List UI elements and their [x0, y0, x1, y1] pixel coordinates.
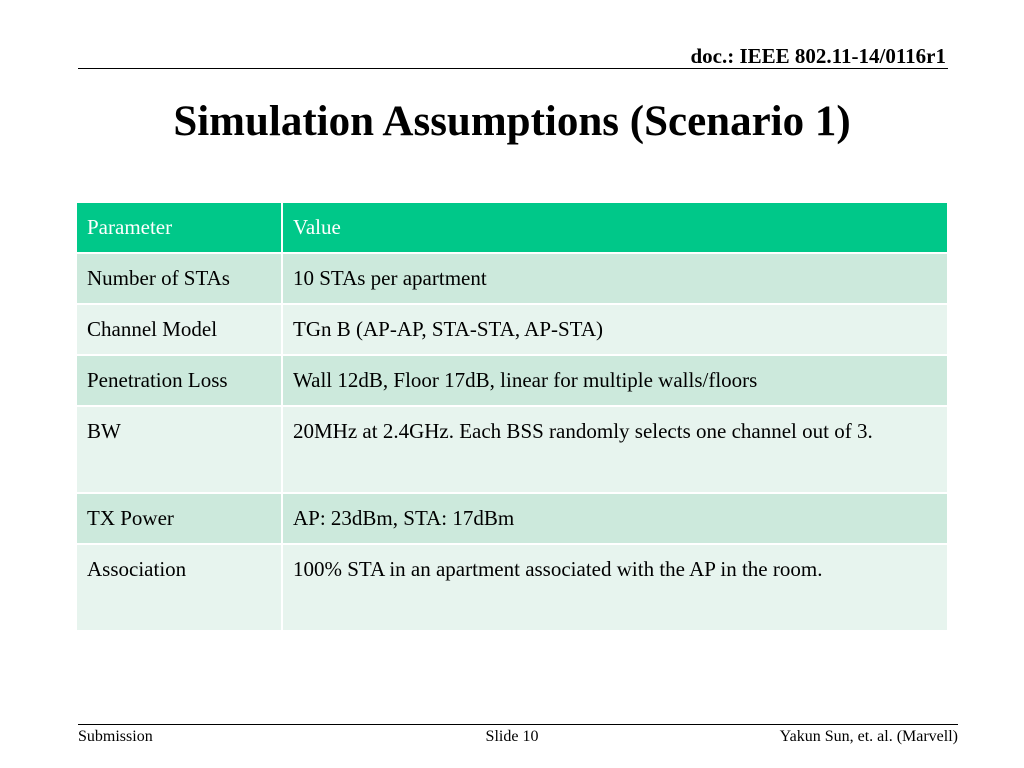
slide-title: Simulation Assumptions (Scenario 1) [173, 98, 851, 145]
parameter-cell: Channel Model [77, 304, 282, 355]
footer-divider [78, 724, 958, 725]
parameter-cell: TX Power [77, 493, 282, 544]
value-cell: 10 STAs per apartment [282, 253, 947, 304]
table-row [77, 355, 947, 406]
value-cell: Wall 12dB, Floor 17dB, linear for multiple walls/floors [282, 355, 947, 406]
parameter-cell: Number of STAs [77, 253, 282, 304]
value-cell: AP: 23dBm, STA: 17dBm [282, 493, 947, 544]
table-row [77, 253, 947, 304]
footer-slide-number: Slide 10 [485, 728, 539, 745]
value-cell: 20MHz at 2.4GHz. Each BSS randomly selects one channel out of 3. [282, 406, 947, 493]
column-header-parameter: Parameter [77, 203, 282, 253]
table-row [77, 544, 947, 631]
column-header-value: Value [282, 203, 947, 253]
parameter-cell: Penetration Loss [77, 355, 282, 406]
table-row [77, 406, 947, 493]
table-header-row [77, 203, 947, 253]
simulation-parameters-table [77, 203, 947, 632]
value-cell: TGn B (AP-AP, STA-STA, AP-STA) [282, 304, 947, 355]
parameter-cell: Association [77, 544, 282, 631]
document-id: doc.: IEEE 802.11-14/0116r1 [690, 44, 946, 68]
table-row [77, 304, 947, 355]
value-cell: 100% STA in an apartment associated with the AP in the room. [282, 544, 947, 631]
parameter-cell: BW [77, 406, 282, 493]
table-row [77, 493, 947, 544]
footer-submission: Submission [78, 728, 153, 745]
header-divider [78, 68, 948, 69]
footer-author: Yakun Sun, et. al. (Marvell) [779, 728, 958, 745]
